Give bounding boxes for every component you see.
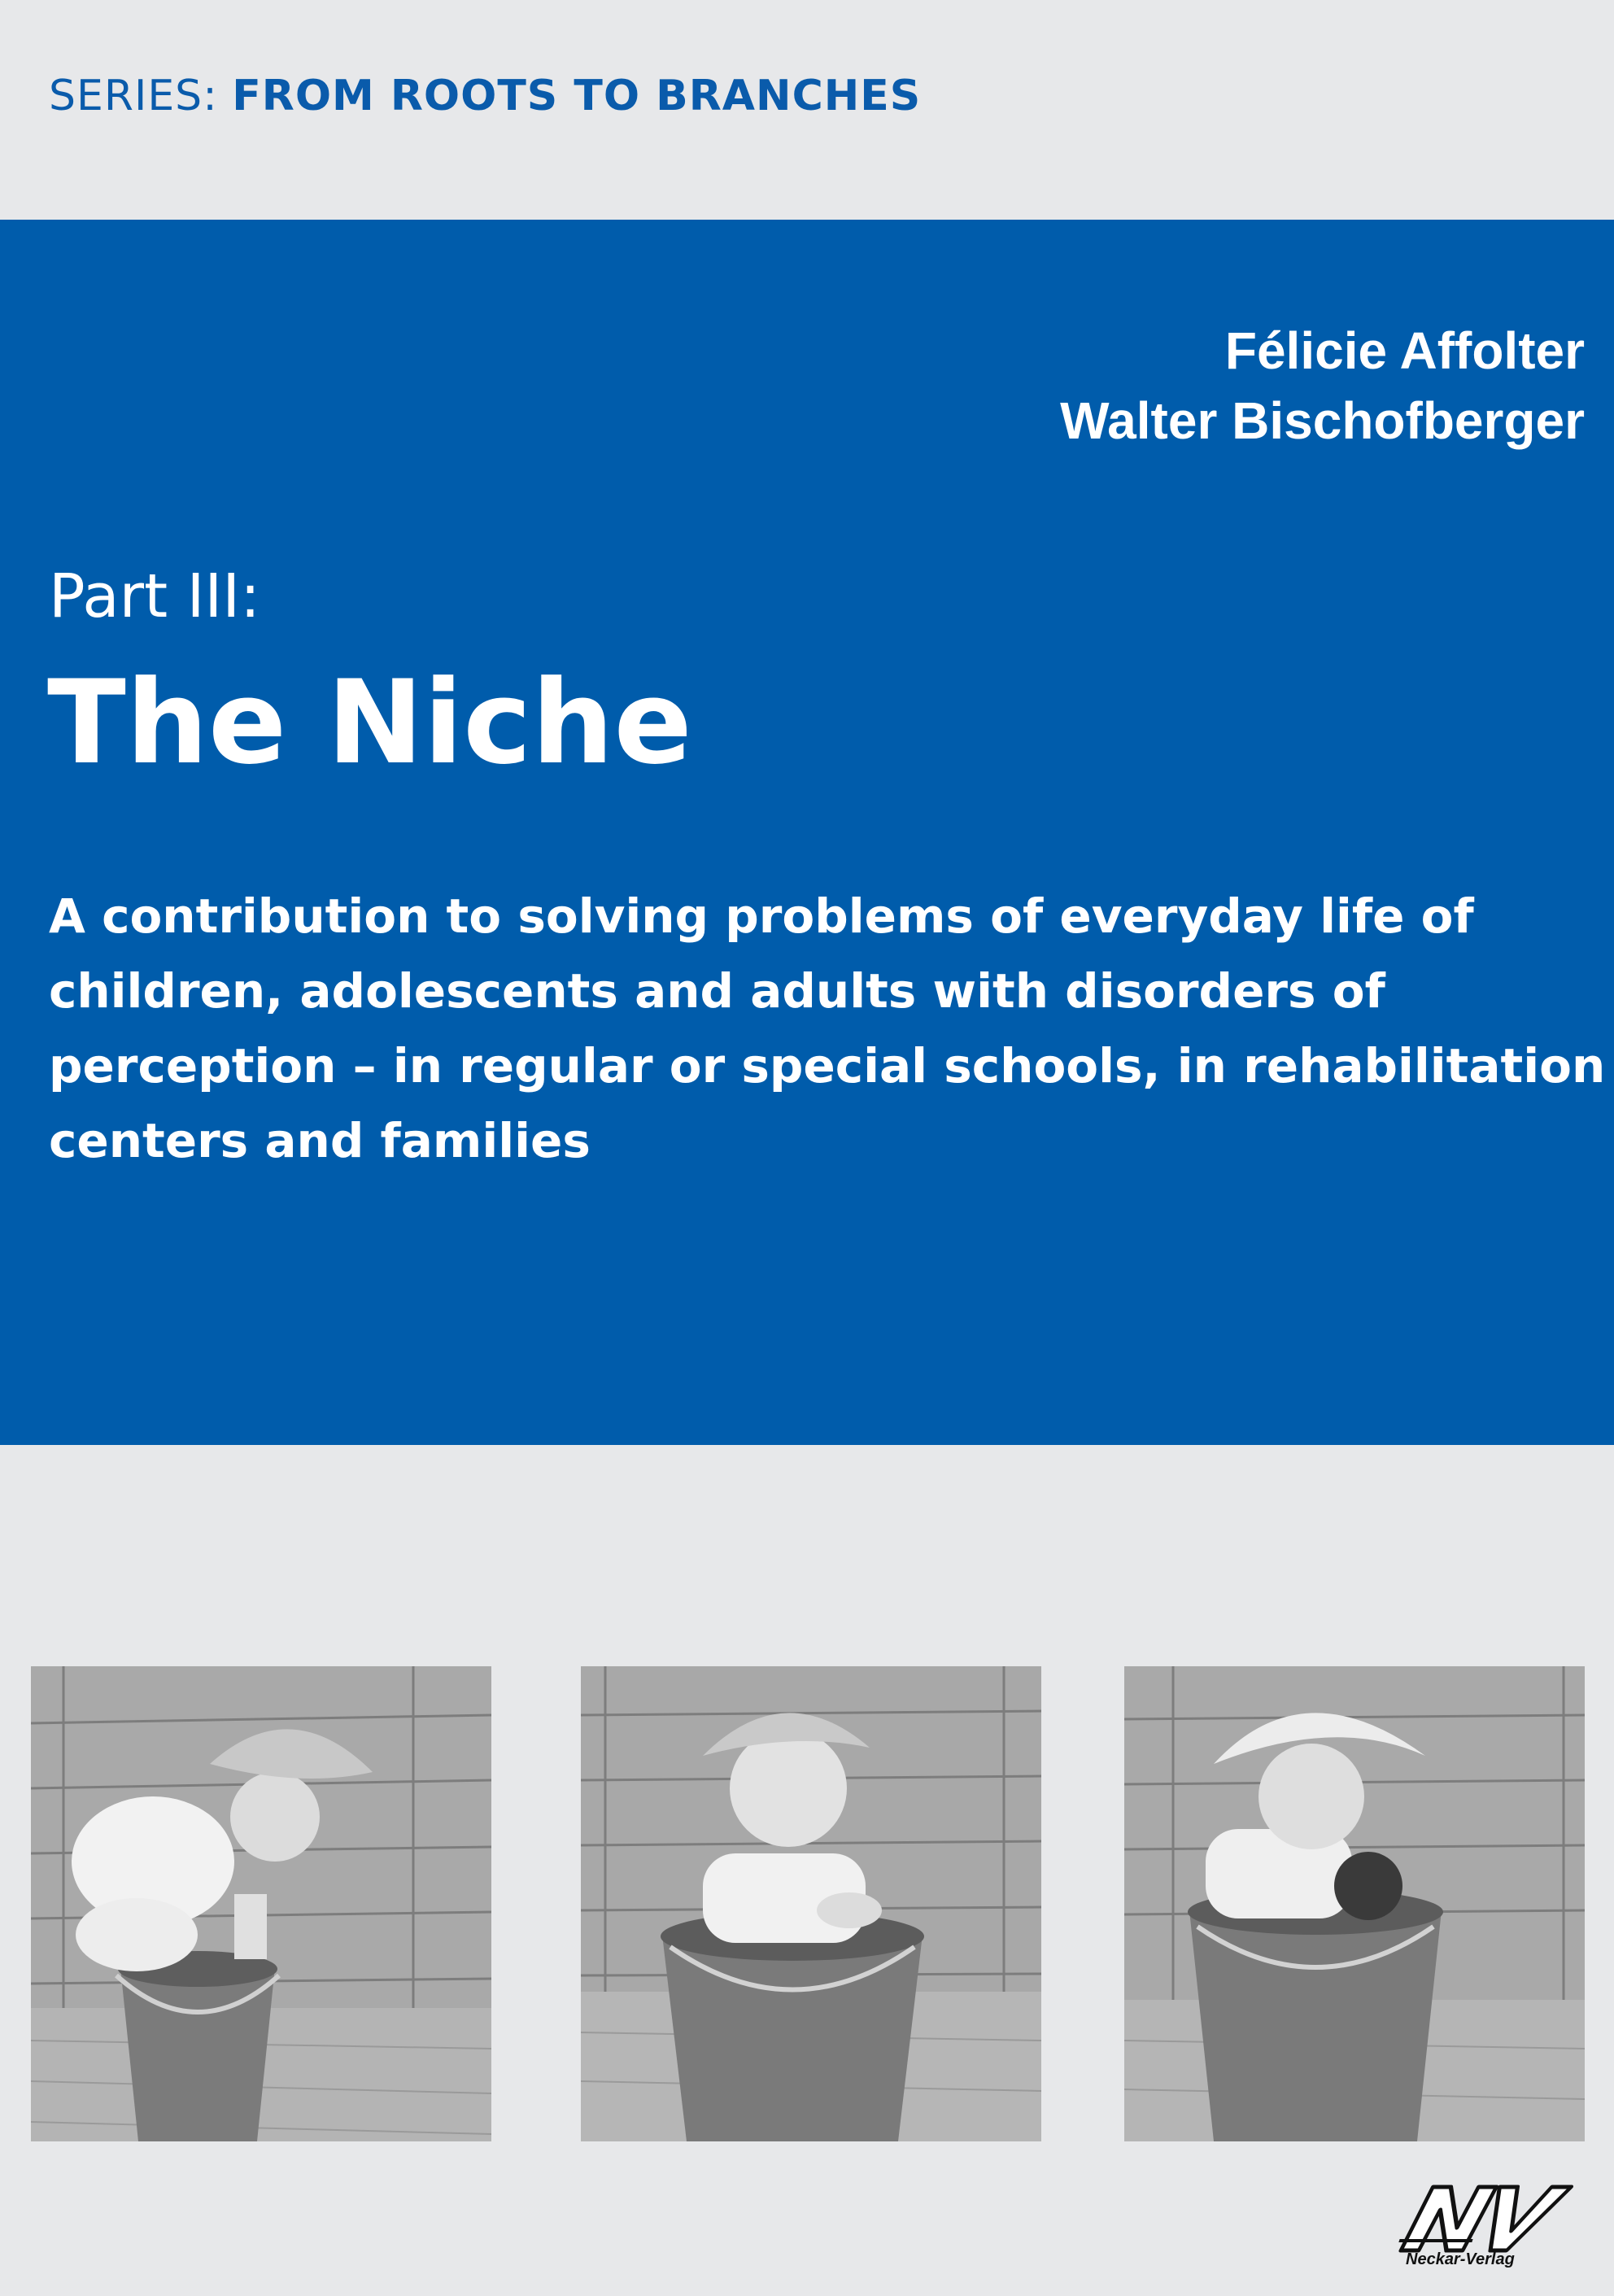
book-title: The Niche — [47, 656, 692, 790]
subtitle-line: children, adolescents and adults with disorders of — [49, 963, 1385, 1019]
part-label: Part III: — [49, 561, 261, 631]
photo-child-climbing-into-bucket — [31, 1666, 491, 2141]
publisher-name: Neckar-Verlag — [1406, 2250, 1515, 2268]
title-band — [0, 220, 1614, 1445]
subtitle-line: centers and families — [49, 1113, 591, 1168]
photo-child-sitting-in-bucket — [581, 1666, 1041, 2141]
series-name: FROM ROOTS TO BRANCHES — [232, 72, 922, 120]
photo-child-in-bucket-with-ball — [1124, 1666, 1585, 2141]
subtitle-line: perception – in regular or special schools, in rehabilitation — [49, 1038, 1606, 1093]
series-heading — [49, 72, 921, 120]
series-prefix: SERIES: — [49, 72, 218, 120]
author-name: Walter Bischofberger — [1060, 391, 1585, 450]
subtitle-line: A contribution to solving problems of everyday life of — [49, 888, 1474, 944]
author-name: Félicie Affolter — [1224, 321, 1585, 380]
book-subtitle — [49, 879, 1606, 1178]
author-list — [1060, 316, 1585, 456]
